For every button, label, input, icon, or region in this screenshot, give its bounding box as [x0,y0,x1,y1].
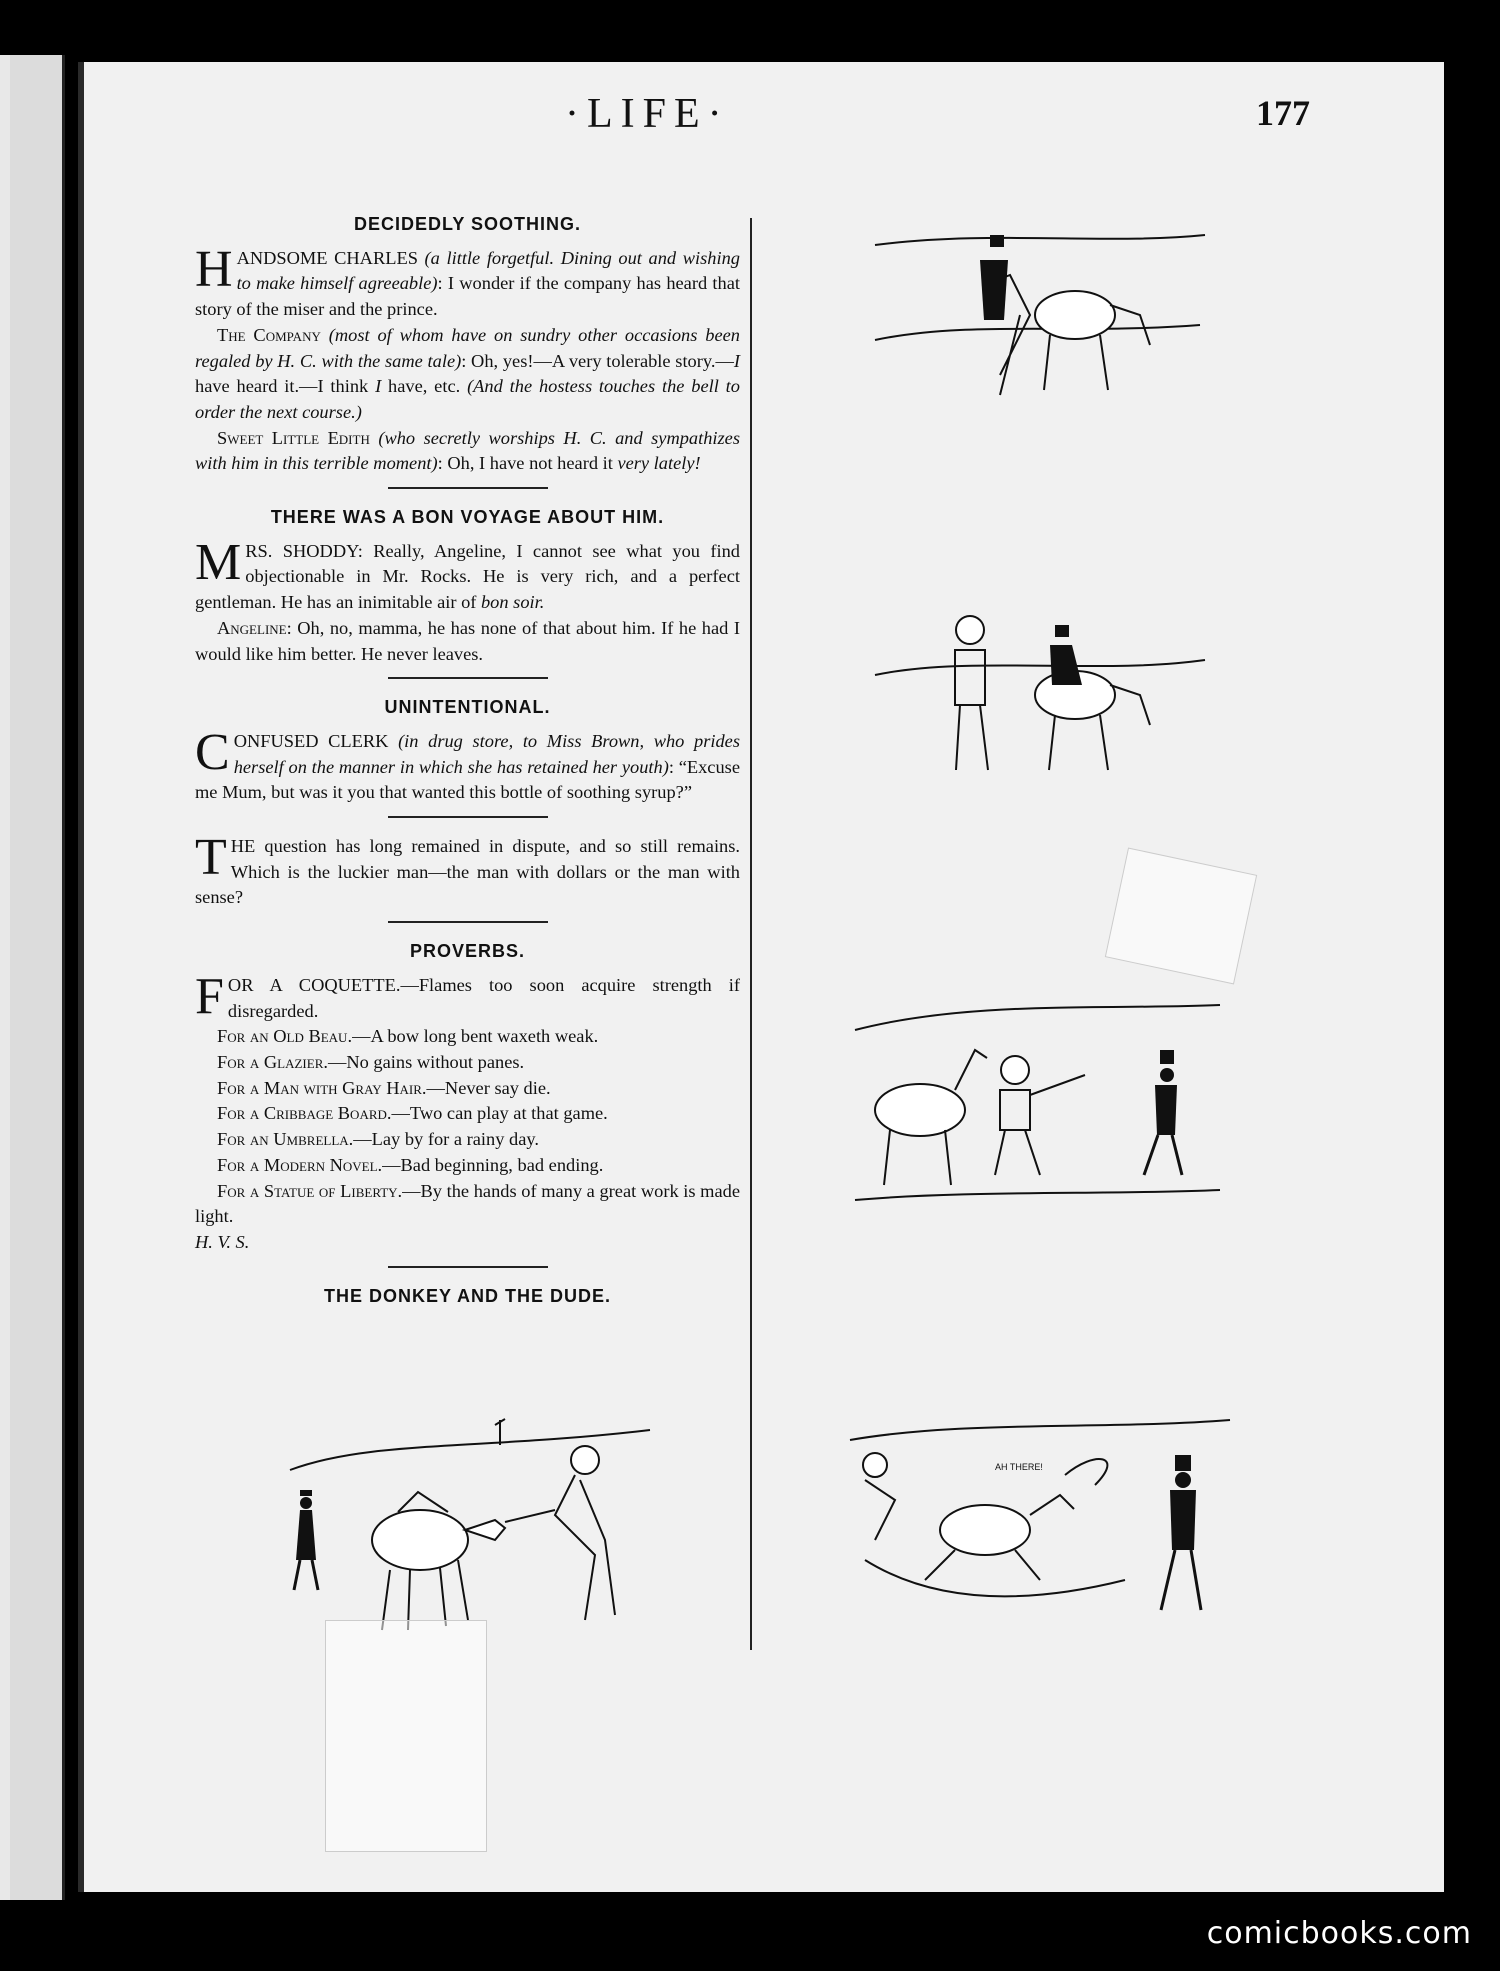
dialogue-text: : “Excuse me Mum, but was it you that wanted this bottle of soothing syrup?” [195,756,740,803]
dialogue-emphasis: I [375,376,382,397]
article-paragraph [195,533,740,616]
left-page-edge [0,55,65,1900]
proverb-item [195,1050,740,1076]
article-paragraph [195,323,740,426]
stage-direction: (a little forgetful. Dining out and wishing to make himself agreeable) [236,247,740,294]
article-paragraph [195,426,740,477]
article-paragraph [195,829,740,911]
dialogue-emphasis: very lately! [617,453,701,474]
site-watermark: comicbooks.com [1206,1916,1472,1951]
proverb-text: —Bad beginning, bad ending. [382,1154,604,1175]
proverb-item [195,1076,740,1102]
column-divider [750,218,752,1650]
proverb-text: —By the hands of many a great work is made light. [195,1180,740,1227]
article-text: HE question has long remained in dispute, and so still remains. Which is the luckier man—the man with dollars or the man with sense? [195,836,740,908]
article-proverbs [195,939,740,1255]
drop-cap: M [195,533,242,591]
dialogue-text: : Oh, yes!—A very tolerable story.— [461,350,734,371]
cartoon-man-points-at-dude [850,1000,1230,1210]
drop-cap: F [195,967,224,1025]
proverb-text: —Never say die. [426,1077,551,1098]
proverb-label: For an Old Beau. [217,1026,353,1047]
section-rule [388,816,548,818]
drop-cap: C [195,723,230,781]
proverb-item [195,1153,740,1179]
cartoon-man-and-dude-with-donkey [870,605,1210,805]
dialogue-text: : Oh, I have not heard it [437,453,618,474]
drop-cap: H [195,240,233,298]
dialogue-emphasis: bon soir. [480,592,545,613]
proverb-label: For an Umbrella. [217,1129,354,1150]
speaker-name: Angeline [217,617,287,638]
cartoon-dude-and-donkey-walking [870,225,1210,435]
article-heading: UNINTENTIONAL. [384,697,551,718]
section-rule [388,921,548,923]
article-heading: DECIDEDLY SOOTHING. [353,214,582,234]
article-decidedly-soothing [195,212,740,477]
article-paragraph [195,616,740,667]
dialogue-emphasis: I [733,350,740,371]
proverb-item [195,1024,740,1050]
stage-direction: (in drug store, to Miss Brown, who prides herself on the manner in which she has retained her youth) [233,730,740,777]
article-heading: THE DONKEY AND THE DUDE. [323,1285,612,1306]
section-rule [388,677,548,679]
proverb-text: OR A COQUETTE.—Flames too soon acquire strength if disregarded. [227,974,740,1021]
dialogue-text: RS. SHODDY: Really, Angeline, I cannot see what you find objectionable in Mr. Rocks. He is very rich, and a perfect gentleman. He has an inimitable air of [195,540,740,613]
dialogue-text: : Oh, no, mamma, he has none of that about him. If he had I would like him better. He never leaves. [195,617,740,664]
stage-direction: (who secretly worships H. C. and sympathizes with him in this terrible moment) [195,427,741,474]
proverb-item [195,1179,740,1230]
proverb-label: For a Glazier. [217,1051,328,1072]
article-paragraph [195,967,740,1025]
dialogue-text: have, etc. [381,376,468,397]
speech-caption: AH THERE! [995,1462,1043,1472]
proverb-item [195,1101,740,1127]
section-rule [388,1266,548,1268]
article-bon-voyage [195,505,740,667]
speaker-name: ANDSOME CHARLES [236,247,418,268]
stage-direction: (most of whom have on sundry other occasions been regaled by H. C. with the same tale) [195,324,740,371]
stage-direction: (And the hostess touches the bell to order the next course.) [195,376,740,422]
proverb-text: —No gains without panes. [327,1051,525,1072]
magazine-title: ·LIFE· [565,91,730,137]
article-paragraph [195,240,740,323]
article-donkey-and-dude [195,1284,740,1310]
proverb-label: For a Statue of Liberty. [217,1180,403,1201]
speaker-name: Sweet Little Edith [217,427,370,448]
proverb-item [195,1127,740,1153]
article-paragraph [195,723,740,806]
proverb-text: —Lay by for a rainy day. [353,1129,539,1150]
section-rule [388,487,548,489]
cartoon-donkey-bolts [845,1380,1235,1640]
dialogue-text: : I wonder if the company has heard that story of the miser and the prince. [195,273,740,320]
article-question [195,829,740,911]
article-unintentional [195,695,740,806]
author-signature: H. V. S. [195,1231,250,1252]
paper-tape-bottom [325,1620,487,1852]
dialogue-text: have heard it.—I think [195,376,376,397]
page-number: 177 [1256,93,1310,133]
proverb-text: —Two can play at that game. [391,1103,608,1124]
text-column [195,212,740,1317]
proverb-label: For a Cribbage Board. [217,1103,392,1124]
article-heading: PROVERBS. [409,941,526,962]
drop-cap: T [195,829,227,887]
proverb-label: For a Modern Novel. [217,1154,383,1175]
proverb-text: —A bow long bent waxeth weak. [352,1026,599,1047]
speaker-name: The Company [217,324,321,345]
article-heading: THERE WAS A BON VOYAGE ABOUT HIM. [270,507,665,528]
speaker-name: ONFUSED CLERK [233,730,389,751]
proverb-label: For a Man with Gray Hair. [217,1077,427,1098]
